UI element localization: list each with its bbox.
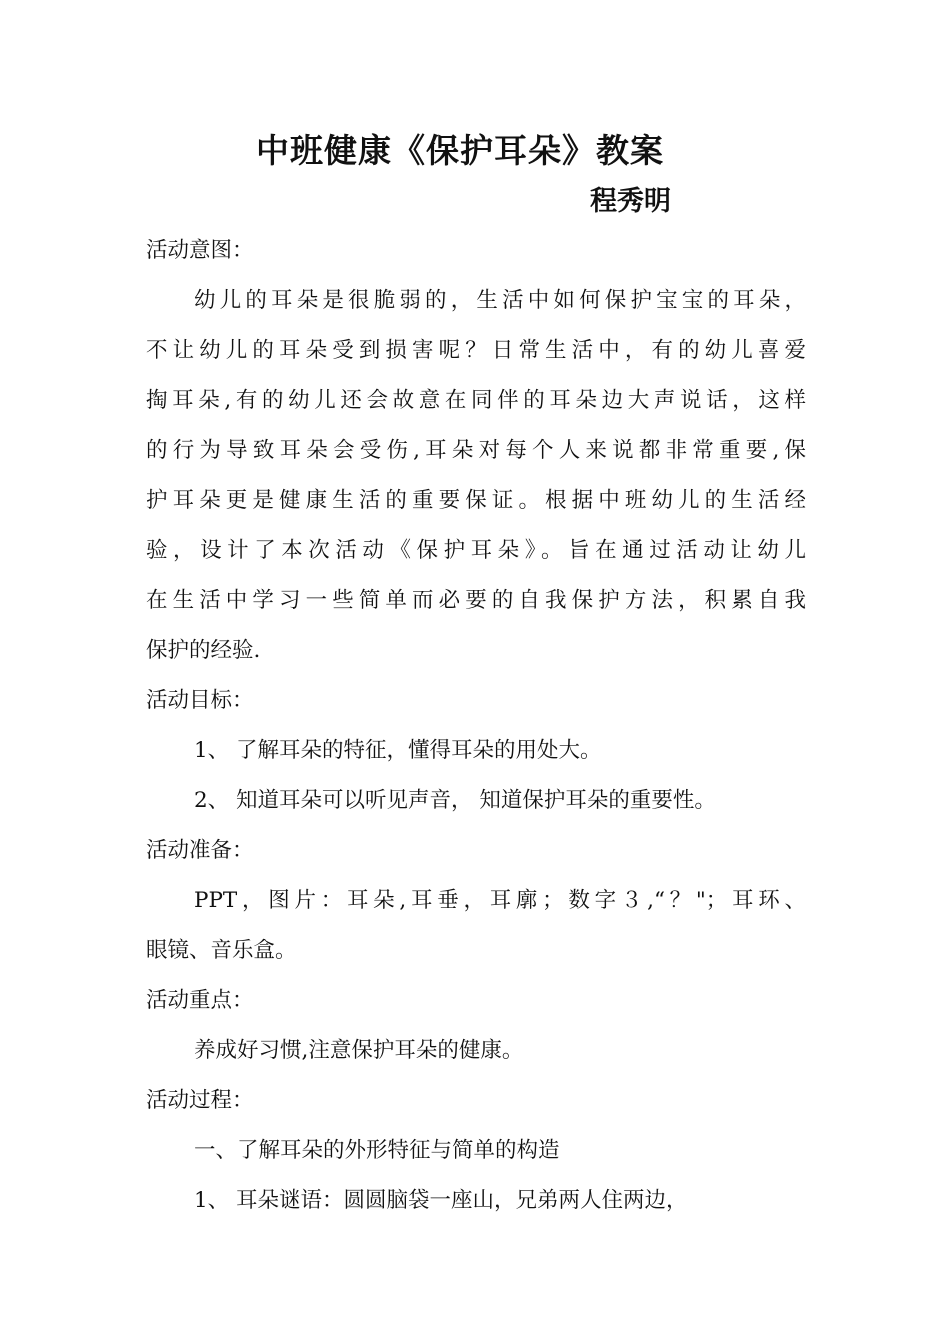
author-name: 程秀明: [590, 186, 671, 217]
paragraph-line: PPT，图片：耳朵,耳垂，耳廓；数字３,“？"；耳环、: [194, 888, 806, 913]
section-heading-process: 活动过程：: [146, 1088, 254, 1113]
section-heading-focus: 活动重点：: [146, 988, 254, 1013]
paragraph-line: 不让幼儿的耳朵受到损害呢？日常生活中，有的幼儿喜爱: [146, 338, 806, 363]
section-heading-goals: 活动目标：: [146, 688, 254, 713]
goal-item: 2、 知道耳朵可以听见声音， 知道保护耳朵的重要性。: [194, 788, 716, 813]
paragraph-line: 验，设计了本次活动《保护耳朵》。旨在通过活动让幼儿: [146, 538, 806, 563]
process-step: 1、 耳朵谜语：圆圆脑袋一座山，兄弟两人住两边，: [194, 1188, 688, 1213]
paragraph-line: 眼镜、音乐盒。: [146, 938, 297, 963]
paragraph-line: 的行为导致耳朵会受伤,耳朵对每个人来说都非常重要,保: [146, 438, 806, 463]
paragraph-line: 掏耳朵,有的幼儿还会故意在同伴的耳朵边大声说话，这样: [146, 388, 806, 413]
paragraph-line: 护耳朵更是健康生活的重要保证。根据中班幼儿的生活经: [146, 488, 806, 513]
section-heading-preparation: 活动准备：: [146, 838, 254, 863]
goal-item: 1、 了解耳朵的特征，懂得耳朵的用处大。: [194, 738, 602, 763]
section-heading-intent: 活动意图：: [146, 238, 254, 263]
paragraph-line: 幼儿的耳朵是很脆弱的，生活中如何保护宝宝的耳朵，: [194, 288, 806, 313]
paragraph-line: 养成好习惯,注意保护耳朵的健康。: [194, 1038, 524, 1063]
document-title: 中班健康《保护耳朵》教案: [256, 131, 664, 170]
process-step: 一、了解耳朵的外形特征与简单的构造: [194, 1138, 560, 1163]
paragraph-line: 在生活中学习一些简单而必要的自我保护方法，积累自我: [146, 588, 806, 613]
paragraph-line: 保护的经验.: [146, 638, 261, 663]
